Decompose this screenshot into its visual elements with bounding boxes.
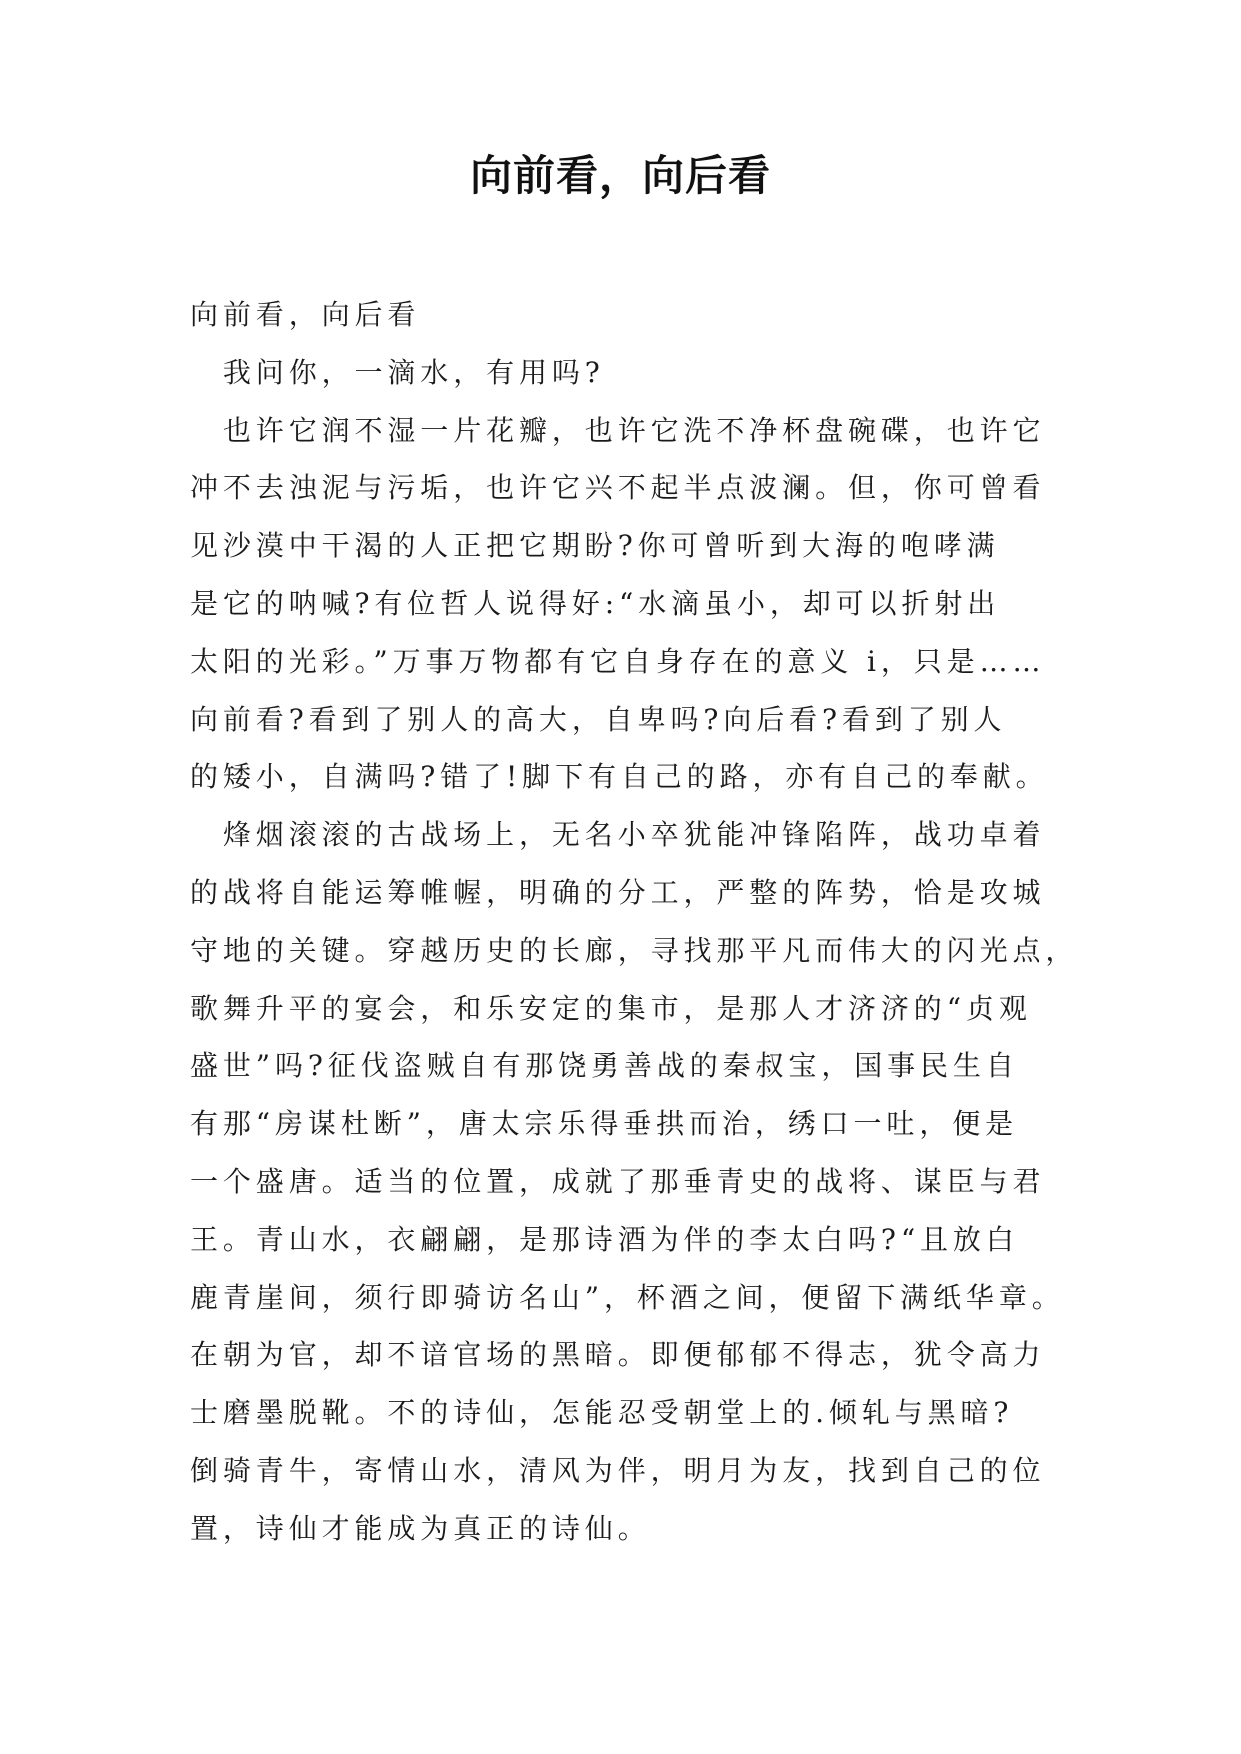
text-line: 是它的呐喊?有位哲人说得好:“水滴虽小，却可以折射出 <box>190 586 1001 620</box>
text-line: 也许它润不湿一片花瓣，也许它洗不净杯盘碗碟，也许它 <box>190 413 1046 447</box>
text-line: 歌舞升平的宴会，和乐安定的集市，是那人才济济的“贞观 <box>190 991 1032 1025</box>
text-line: 我问你，一滴水，有用吗? <box>190 355 605 389</box>
text-line: 倒骑青牛，寄情山水，清风为伴，明月为友，找到自己的位 <box>190 1453 1046 1487</box>
text-line: 守地的关键。穿越历史的长廊，寻找那平凡而伟大的闪光点， <box>190 933 1079 967</box>
text-line: 烽烟滚滚的古战场上，无名小卒犹能冲锋陷阵，战功卓着 <box>190 818 1046 852</box>
document-title: 向前看，向后看 <box>469 151 771 200</box>
text-line: 的战将自能运筹帷幄，明确的分工，严整的阵势，恰是攻城 <box>190 875 1046 909</box>
text-line: 向前看，向后看 <box>190 298 421 331</box>
text-line: 在朝为官，却不谙官场的黑暗。即便郁郁不得志，犹令高力 <box>190 1338 1046 1372</box>
text-line: 向前看?看到了别人的高大，自卑吗?向后看?看到了别人 <box>190 702 1007 736</box>
text-line: 一个盛唐。适当的位置，成就了那垂青史的战将、谋臣与君 <box>190 1164 1046 1198</box>
text-line: 士磨墨脱靴。不的诗仙，怎能忍受朝堂上的.倾轧与黑暗? <box>190 1396 1014 1430</box>
text-line: 见沙漠中干渴的人正把它期盼?你可曾听到大海的咆哮满 <box>190 529 1000 563</box>
document-body <box>190 286 1079 1558</box>
text-line: 王。青山水，衣翩翩，是那诗酒为伴的李太白吗?“且放白 <box>190 1222 1019 1256</box>
text-line: 置，诗仙才能成为真正的诗仙。 <box>190 1511 651 1545</box>
text-line: 盛世”吗?征伐盗贼自有那饶勇善战的秦叔宝，国事民生自 <box>190 1049 1019 1083</box>
text-line: 鹿青崖间，须行即骑访名山”，杯酒之间，便留下满纸华章。 <box>190 1280 1065 1314</box>
text-line: 冲不去浊泥与污垢，也许它兴不起半点波澜。但，你可曾看 <box>190 471 1046 505</box>
text-line: 太阳的光彩。”万事万物都有它自身存在的意义 i，只是…… <box>190 644 1046 678</box>
text-line: 的矮小，自满吗?错了!脚下有自己的路，亦有自己的奉献。 <box>190 760 1049 794</box>
text-line: 有那“房谋杜断”，唐太宗乐得垂拱而治，绣口一吐，便是 <box>190 1107 1019 1141</box>
